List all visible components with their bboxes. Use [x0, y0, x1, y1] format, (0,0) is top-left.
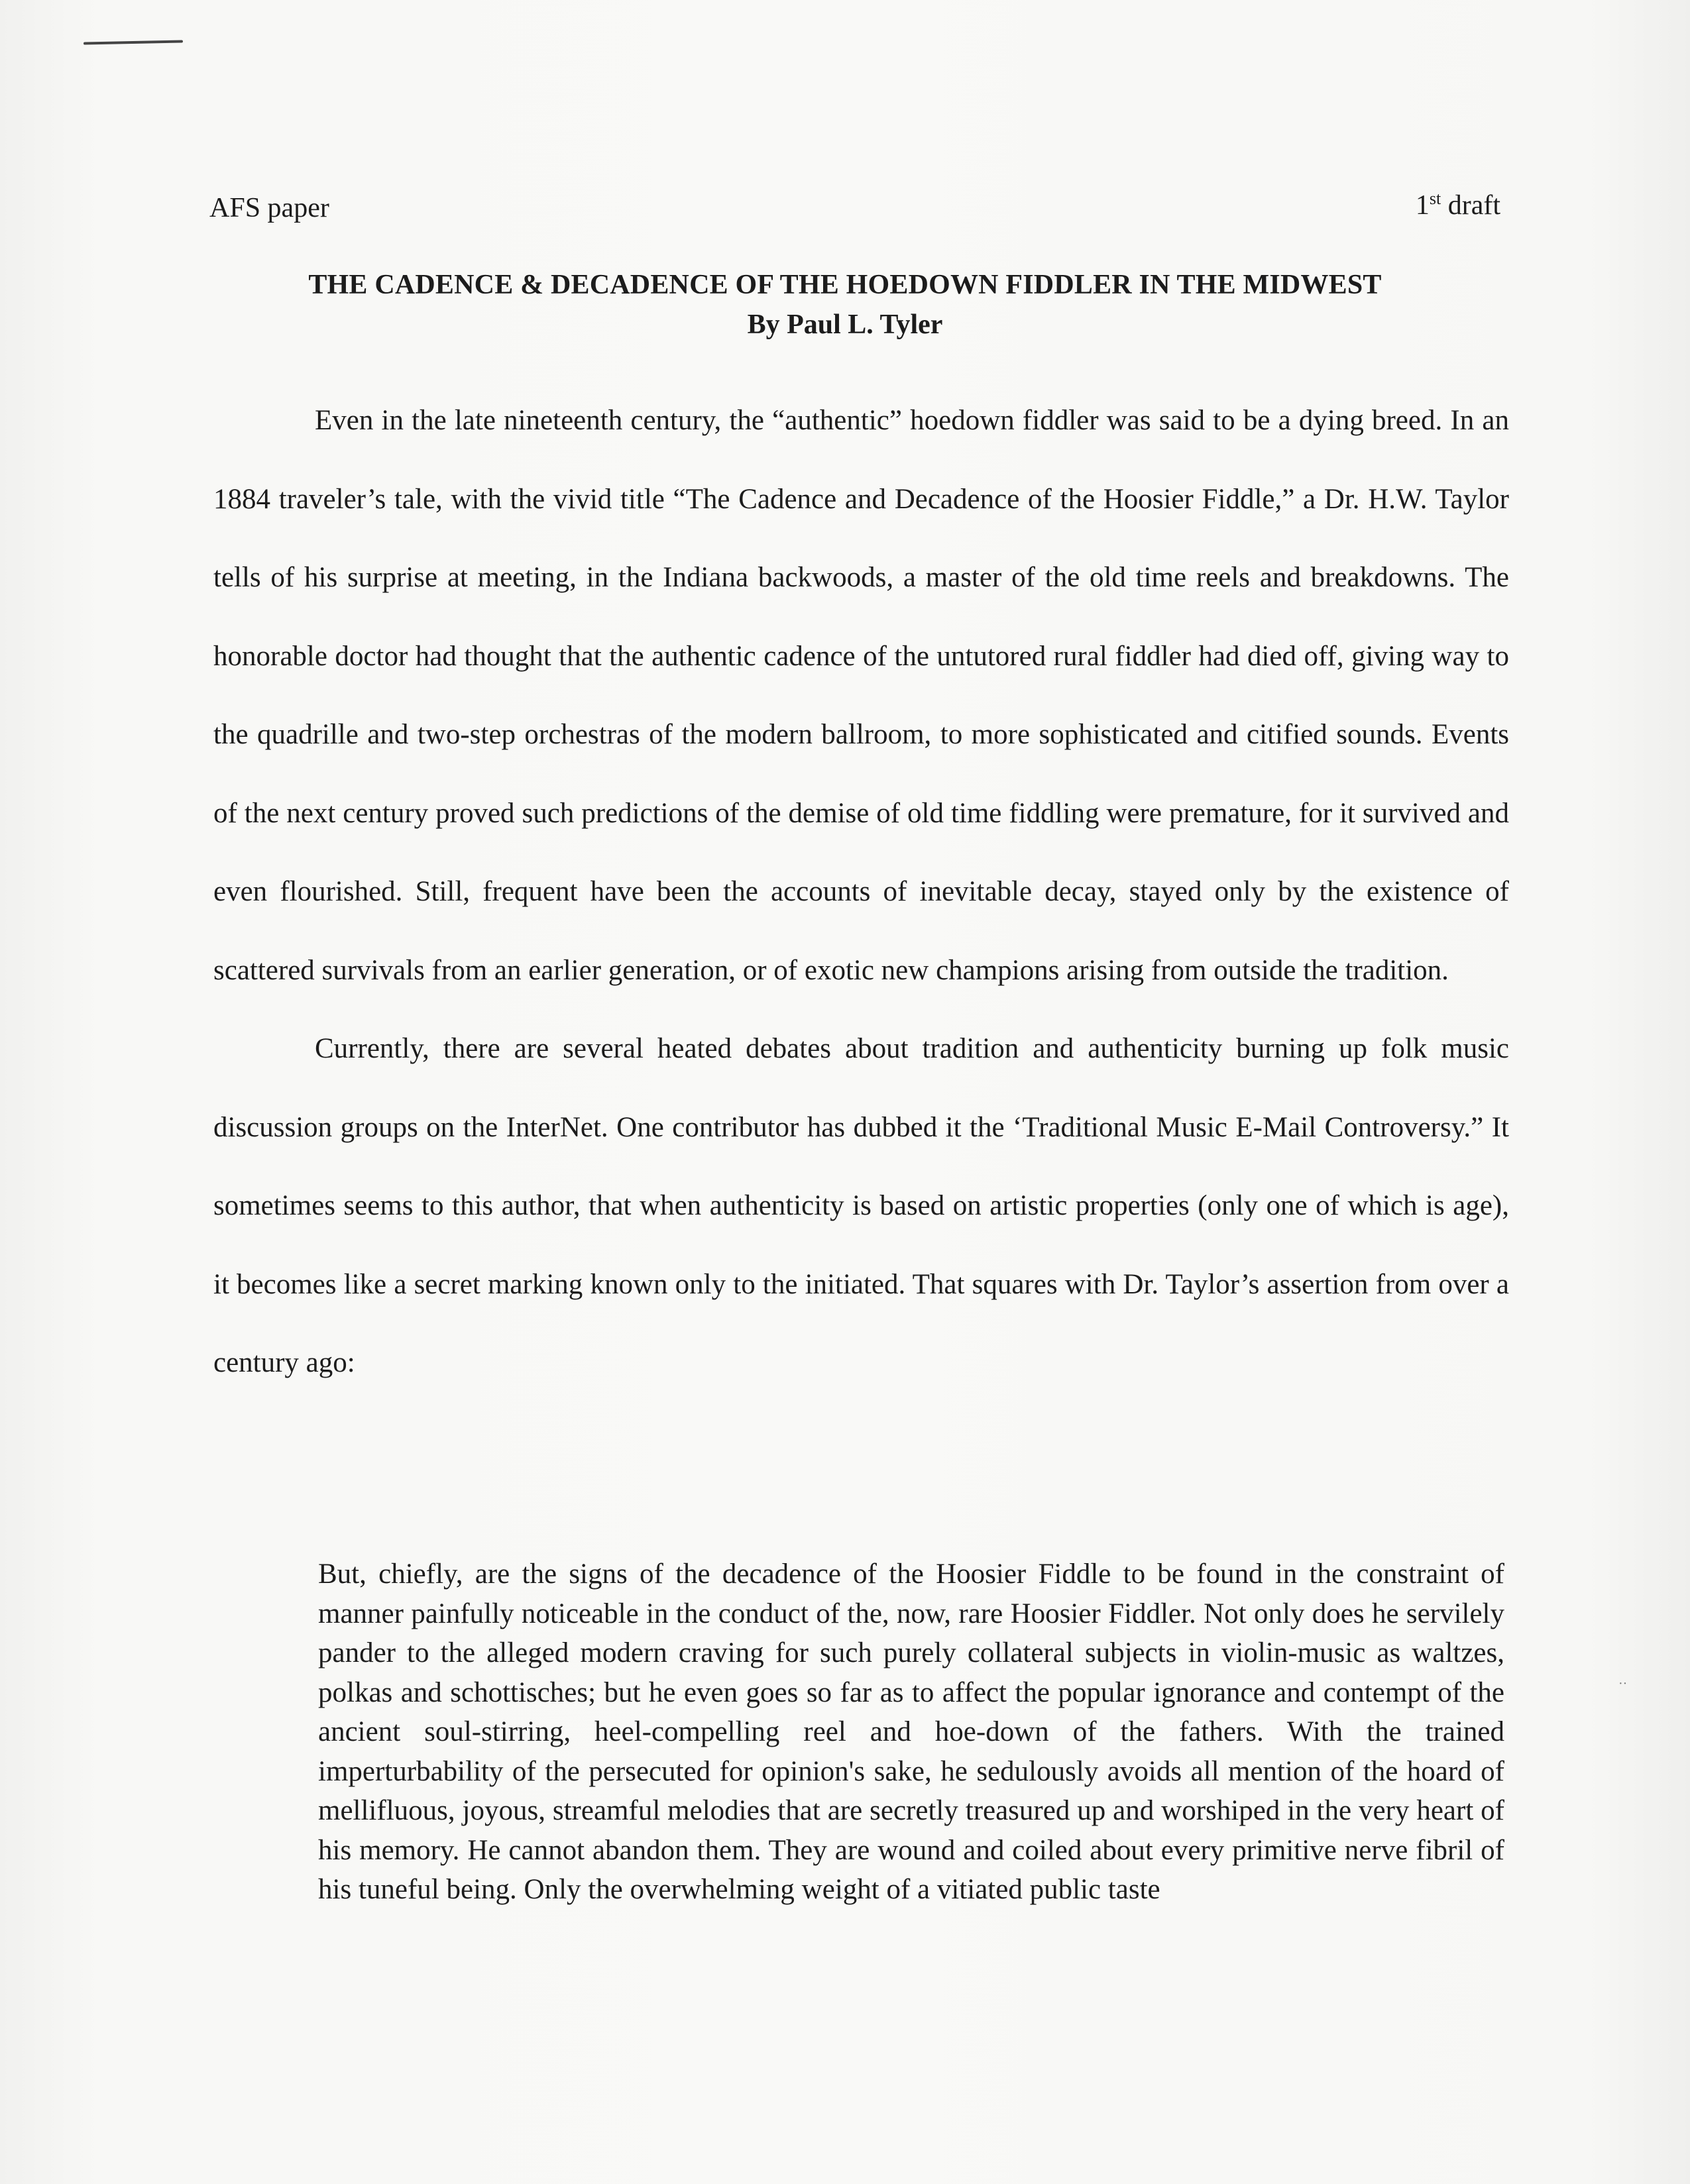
author-byline: By Paul L. Tyler: [747, 309, 943, 340]
draft-label: [1416, 190, 1500, 221]
paper-speck: ··: [1618, 1676, 1628, 1691]
header-label: AFS paper: [209, 193, 329, 223]
draft-word: draft: [1447, 190, 1500, 221]
block-quote-text: But, chiefly, are the signs of the decadence of the Hoosier Fiddle to be found in the constraint of manner painfully noticeable in the conduct of the, now, rare Hoosier Fiddler. Not only does he servilely pander to the alleged modern craving for such purely collateral subjects in violin-music as waltzes, polkas and schottisches; but he even goes so far as to affect the popular ignorance and contempt of the ancient soul-stirring, heel-compelling reel and hoe-down of the fathers. With the trained imperturbability of the persecuted for opinion's sake, he sedulously avoids all mention of the hoard of mellifluous, joyous, streamful melodies that are secretly treasured up and worshiped in the very heart of his memory. He cannot abandon them. They are wound and coiled about every primitive nerve fibril of his tuneful being. Only the overwhelming weight of a vitiated public taste: [318, 1558, 1504, 1905]
paper-title: THE CADENCE & DECADENCE OF THE HOEDOWN FIDDLER IN THE MIDWEST: [308, 270, 1382, 300]
paragraph: Currently, there are several heated debates about tradition and authenticity burning up folk music discussion groups on the InterNet. One contributor has dubbed it the ‘Traditional Music E-Mail Controversy.” It sometimes seems to this author, that when authenticity is based on artistic properties (only one of which is age), it becomes like a secret marking known only to the initiated. That squares with Dr. Taylor’s assertion from over a century ago:: [213, 1033, 1509, 1378]
pen-mark: [84, 40, 183, 44]
draft-ordinal-suffix: st: [1429, 189, 1441, 208]
paragraph: Even in the late nineteenth century, the “authentic” hoedown fiddler was said to be a dying breed. In an 1884 traveler’s tale, with the vivid title “The Cadence and Decadence of the Hoosier Fiddle,” a Dr. H.W. Taylor tells of his surprise at meeting, in the Indiana backwoods, a master of the old time reels and breakdowns. The honorable doctor had thought that the authentic cadence of the untutored rural fiddler had died off, giving way to the quadrille and two-step orchestras of the modern ballroom, to more sophisticated and citified sounds. Events of the next century proved such predictions of the demise of old time fiddling were premature, for it survived and even flourished. Still, frequent have been the accounts of inevitable decay, stayed only by the existence of scattered survivals from an earlier generation, or of exotic new champions arising from outside the tradition.: [213, 405, 1509, 986]
body-text: [213, 382, 1509, 1403]
block-quote: [318, 1555, 1504, 1910]
draft-number: 1: [1415, 190, 1430, 221]
